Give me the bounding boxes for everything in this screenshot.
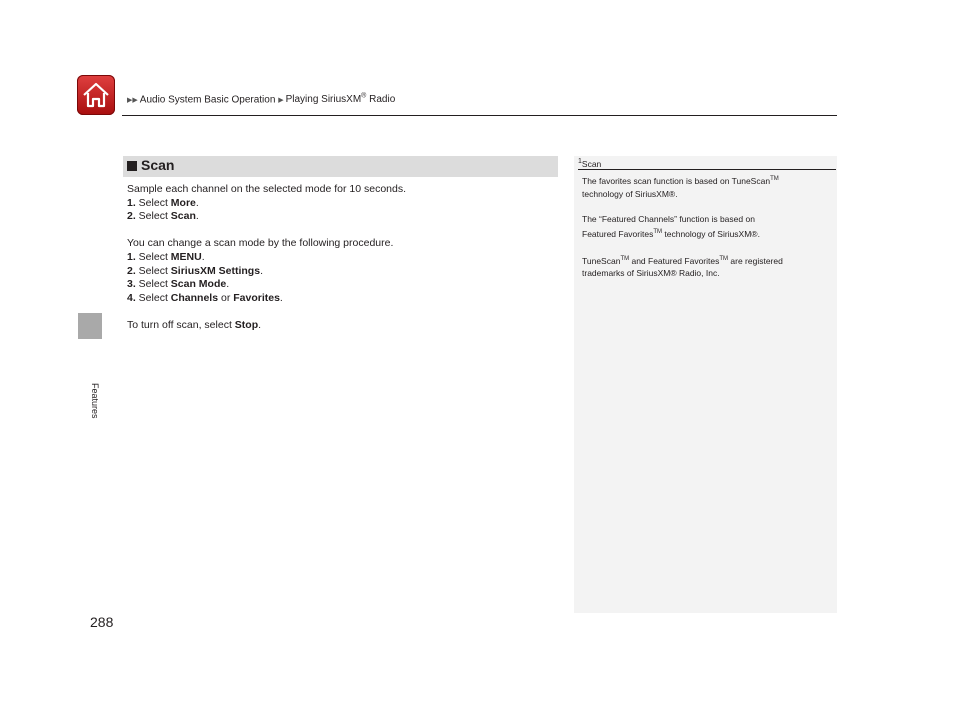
mode-intro-text: You can change a scan mode by the following procedure.	[127, 237, 394, 250]
step-item: 1. Select MENU.	[127, 250, 205, 263]
breadcrumb-link-audio[interactable]: Audio System Basic Operation	[139, 94, 276, 106]
square-bullet-icon	[127, 161, 137, 171]
note-paragraph: TuneScan™ and Featured Favorites™ are registered trademarks of SiriusXM® Radio, Inc.	[582, 255, 783, 279]
section-heading-bar	[123, 156, 558, 177]
note-paragraph: The “Featured Channels” function is based on Featured Favorites™ technology of SiriusXM®.	[582, 213, 760, 239]
step-item: 1. Select More.	[127, 196, 199, 209]
step-item: 3. Select Scan Mode.	[127, 278, 230, 291]
home-icon[interactable]	[77, 75, 115, 115]
step-item: 2. Select SiriusXM Settings.	[127, 264, 263, 277]
chevron-right-icon: ▶	[278, 97, 284, 105]
chevron-right-icon: ▶▶	[127, 97, 138, 105]
section-title: Scan	[141, 157, 175, 173]
header-divider	[122, 115, 837, 116]
turn-off-text: To turn off scan, select Stop.	[127, 318, 262, 331]
section-body	[127, 183, 557, 333]
step-item: 2. Select Scan.	[127, 210, 199, 223]
side-tab-marker	[78, 313, 102, 339]
intro-text: Sample each channel on the selected mode for 10 seconds.	[127, 183, 407, 195]
page-number: 288	[90, 614, 114, 630]
sidebar-notes	[582, 173, 832, 292]
sidebar-divider	[578, 169, 836, 170]
sidebar-heading: $^1$Scan	[578, 158, 602, 169]
side-tab-label: Features	[90, 383, 100, 419]
breadcrumb	[127, 93, 395, 105]
step-item: 4. Select Channels or Favorites.	[127, 291, 283, 304]
note-paragraph: The favorites scan function is based on TuneScan™ technology of SiriusXM®.	[582, 175, 779, 199]
breadcrumb-current: Playing SiriusXM® Radio	[285, 93, 396, 106]
